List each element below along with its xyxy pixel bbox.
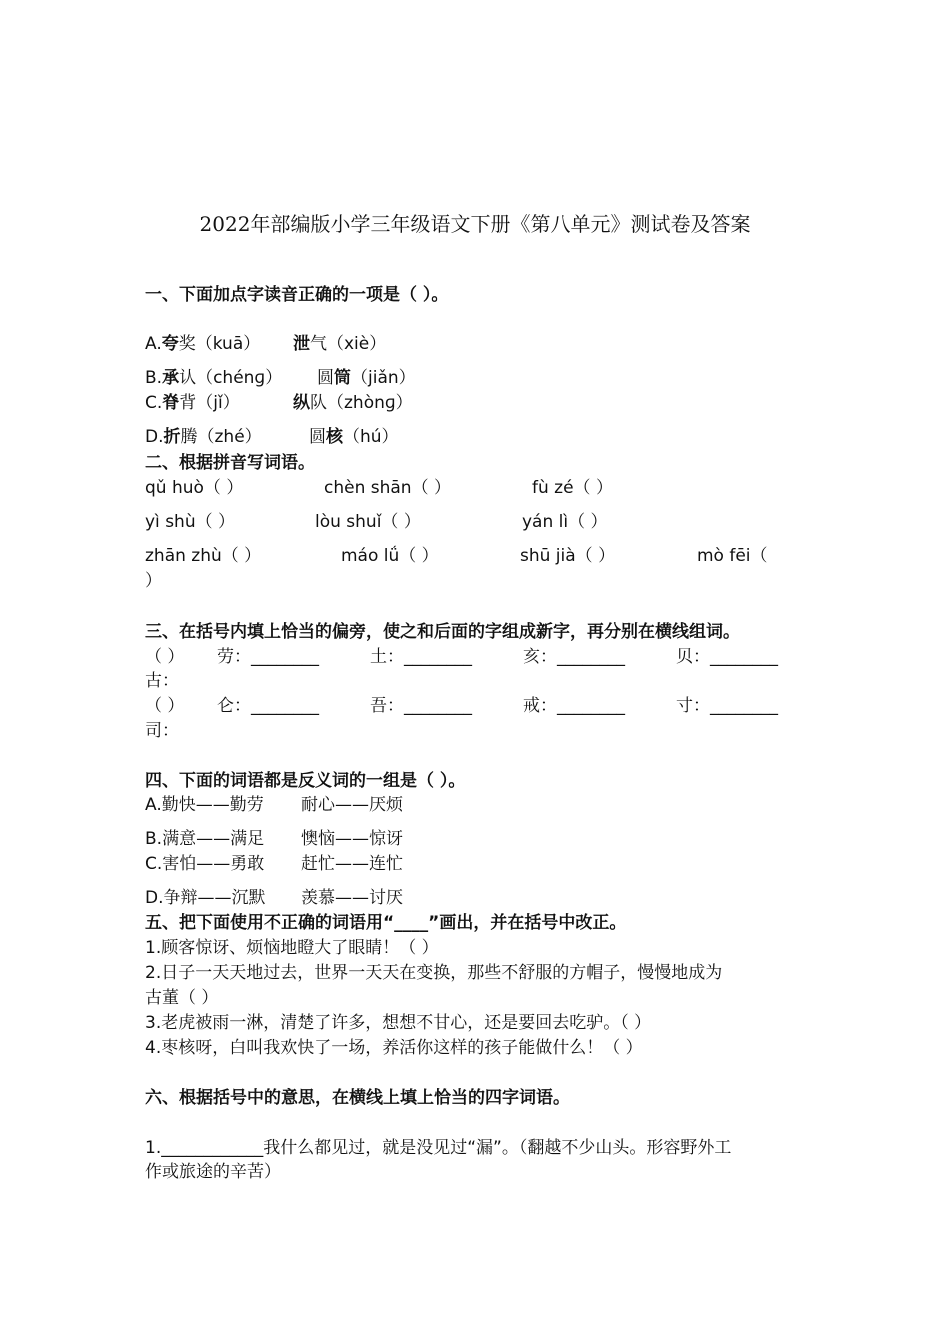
antonym-pair: 懊恼——惊讶	[301, 829, 403, 849]
antonym-pair: 赶忙——连忙	[301, 854, 403, 874]
idiom-item: 1.____________我什么都见过，就是没见过“漏”。（翻越不少山头。形容野外工	[145, 1138, 732, 1158]
correction-item: 2.日子一天天地过去，世界一天天在变换，那些不舒服的方帽子，慢慢地成为	[145, 963, 723, 983]
word-prefix: 圆	[309, 427, 326, 447]
dotted-char: 纵	[293, 393, 310, 413]
idiom-item-wrap: 作或旅途的辛苦）	[145, 1162, 281, 1182]
pinyin-item: lòu shuǐ（ ）	[315, 512, 421, 532]
radical-item: 戒：________	[523, 696, 625, 716]
section-2-heading: 二、根据拼音写词语。	[145, 453, 315, 473]
correction-item: 4.枣核呀，白叫我欢快了一场，养活你这样的孩子能做什么！（ ）	[145, 1038, 643, 1058]
radical-item: 仑：________	[217, 696, 319, 716]
word-reading: （jiǎn）	[351, 368, 416, 388]
antonym-pair: 羡慕——讨厌	[301, 888, 403, 908]
word-reading: 气（xiè）	[310, 334, 387, 354]
s1-option-b	[145, 366, 282, 390]
radical-item: 贝：________	[676, 647, 778, 667]
word-reading: 队（zhònɡ）	[310, 393, 413, 413]
antonym-pair: D.争辩——沉默	[145, 888, 266, 908]
pinyin-item: chèn shān（ ）	[324, 478, 451, 498]
radical-item: 寸：________	[676, 696, 778, 716]
antonym-pair: A.勤快——勤劳	[145, 795, 264, 815]
correction-item: 1.顾客惊讶、烦恼地瞪大了眼睛！（ ）	[145, 938, 439, 958]
section-1-heading: 一、下面加点字读音正确的一项是（ ）。	[145, 285, 449, 305]
antonym-pair: B.满意——满足	[145, 829, 265, 849]
radical-blank: （ ）	[145, 647, 185, 667]
s1-option-b-word2	[317, 366, 416, 390]
radical-wrap: 古：	[145, 671, 179, 691]
pinyin-item: qǔ huò（ ）	[145, 478, 244, 498]
dotted-char: 折	[163, 427, 181, 447]
dotted-char: 承	[162, 368, 180, 388]
dotted-char: 筒	[334, 368, 351, 388]
option-label: B.	[145, 368, 163, 388]
s1-option-a-word2	[293, 332, 386, 356]
s1-option-d	[145, 425, 262, 449]
radical-wrap: 司：	[145, 721, 179, 741]
antonym-pair: C.害怕——勇敢	[145, 854, 265, 874]
word-reading: 认（chénɡ）	[179, 368, 283, 388]
radical-item: 吾：________	[370, 696, 472, 716]
section-3-heading: 三、在括号内填上恰当的偏旁，使之和后面的字组成新字，再分别在横线组词。	[145, 622, 740, 642]
dotted-char: 夸	[161, 334, 179, 354]
pinyin-item: yì shù（ ）	[145, 512, 235, 532]
radical-blank: （ ）	[145, 696, 185, 716]
pinyin-item: yán lì（ ）	[522, 512, 608, 532]
radical-item: 亥：________	[523, 647, 625, 667]
word-reading: 奖（kuā）	[178, 334, 261, 354]
page-title: 2022年部编版小学三年级语文下册《第八单元》测试卷及答案	[199, 212, 751, 236]
correction-item-wrap: 古董（ ）	[145, 988, 219, 1008]
pinyin-item: shū jià（ ）	[520, 546, 616, 566]
section-5-heading: 五、把下面使用不正确的词语用“____”画出，并在括号中改正。	[145, 913, 627, 933]
pinyin-item: zhān zhù（ ）	[145, 546, 262, 566]
section-4-heading: 四、下面的词语都是反义词的一组是（ ）。	[145, 771, 466, 791]
s1-option-c-word2	[293, 391, 413, 415]
word-reading: （hú）	[343, 427, 399, 447]
word-reading: 背（jǐ）	[179, 393, 240, 413]
pinyin-item: máo lǘ（ ）	[341, 546, 439, 566]
section-6-heading: 六、根据括号中的意思，在横线上填上恰当的四字词语。	[145, 1088, 570, 1108]
option-label: C.	[145, 393, 163, 413]
pinyin-item: mò fēi（	[697, 546, 768, 566]
dotted-char: 脊	[162, 393, 180, 413]
antonym-pair: 耐心——厌烦	[301, 795, 403, 815]
s1-option-a	[145, 332, 260, 356]
radical-item: 土：________	[370, 647, 472, 667]
dotted-char: 泄	[293, 334, 310, 354]
s1-option-c	[145, 391, 240, 415]
word-reading: 腾（zhé）	[180, 427, 262, 447]
dotted-char: 核	[326, 427, 343, 447]
pinyin-wrap: ）	[145, 571, 162, 591]
option-label: D.	[145, 427, 164, 447]
s1-option-d-word2	[309, 425, 399, 449]
pinyin-item: fù zé（ ）	[532, 478, 613, 498]
correction-item: 3.老虎被雨一淋，清楚了许多，想想不甘心，还是要回去吃驴。（ ）	[145, 1013, 652, 1033]
option-label: A.	[145, 334, 162, 354]
word-prefix: 圆	[317, 368, 334, 388]
radical-item: 劳：________	[217, 647, 319, 667]
